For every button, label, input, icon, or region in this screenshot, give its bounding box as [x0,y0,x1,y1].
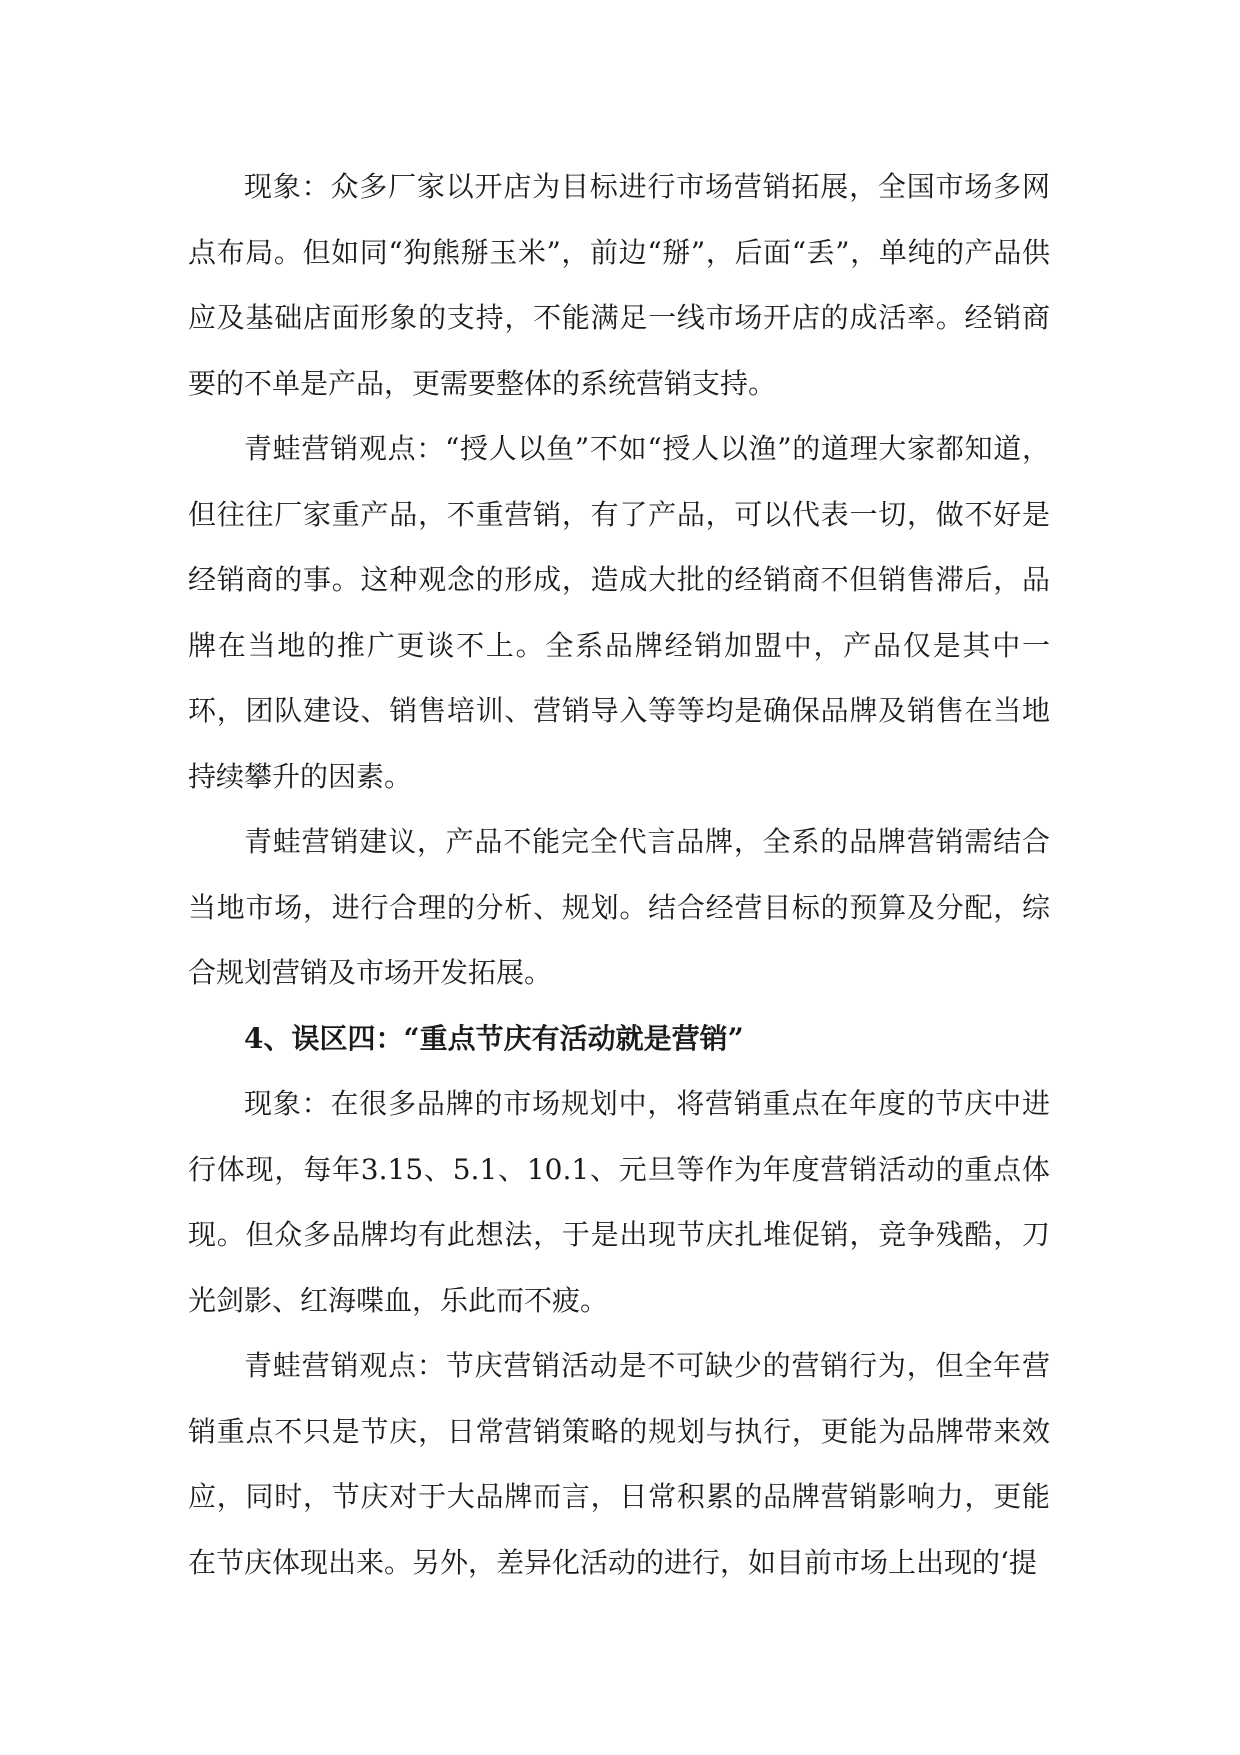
document-body [188,154,1050,1595]
paragraph-viewpoint-1: 青蛙营销观点：“授人以鱼”不如“授人以渔”的道理大家都知道，但往往厂家重产品，不重营销，有了产品，可以代表一切，做不好是经销商的事。这种观念的形成，造成大批的经销商不但销售滞后，品牌在当地的推广更谈不上。全系品牌经销加盟中，产品仅是其中一环，团队建设、销售培训、营销导入等等均是确保品牌及销售在当地持续攀升的因素。 [188,432,1050,793]
section-heading-myth-4: 4、误区四：“重点节庆有活动就是营销” [244,1021,744,1055]
paragraph-phenomenon-1: 现象：众多厂家以开店为目标进行市场营销拓展，全国市场多网点布局。但如同“狗熊掰玉米”，前边“掰”，后面“丢”，单纯的产品供应及基础店面形象的支持，不能满足一线市场开店的成活率。经销商要的不单是产品，更需要整体的系统营销支持。 [188,170,1050,400]
paragraph-phenomenon-2: 现象：在很多品牌的市场规划中，将营销重点在年度的节庆中进行体现，每年3.15、5.1、10.1、元旦等作为年度营销活动的重点体现。但众多品牌均有此想法，于是出现节庆扎堆促销，竞争残酷，刀光剑影、红海喋血，乐此而不疲。 [188,1087,1050,1317]
paragraph-suggestion-1: 青蛙营销建议，产品不能完全代言品牌，全系的品牌营销需结合当地市场，进行合理的分析、规划。结合经营目标的预算及分配，综合规划营销及市场开发拓展。 [188,825,1050,989]
paragraph-viewpoint-2: 青蛙营销观点：节庆营销活动是不可缺少的营销行为，但全年营销重点不只是节庆，日常营销策略的规划与执行，更能为品牌带来效应，同时，节庆对于大品牌而言，日常积累的品牌营销影响力，更能在节庆体现出来。另外，差异化活动的进行，如目前市场上出现的‘提 [188,1349,1050,1579]
